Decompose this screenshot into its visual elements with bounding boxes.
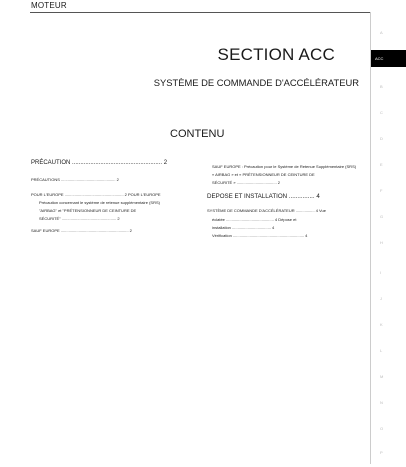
section-title: SECTION ACC: [217, 45, 335, 64]
side-index-letter-m[interactable]: M: [380, 374, 384, 379]
side-index-letter-h[interactable]: H: [380, 240, 383, 245]
side-index-letter-l[interactable]: L: [380, 348, 383, 353]
toc-entry-pour-leurope[interactable]: POUR L'EUROPE ..................................................... 2 POUR L'EUROPE: [31, 192, 161, 197]
side-index-letter-k[interactable]: K: [380, 322, 383, 327]
contents-heading: CONTENU: [170, 128, 225, 140]
toc-entry-sauf-europe-securite[interactable]: SÉCURITÉ » .................................... 2: [212, 180, 281, 185]
toc-entry-srs-airbag[interactable]: "AIRBAG" et "PRÉTENSIONNEUR DE CEINTURE DE: [39, 208, 137, 213]
toc-entry-sauf-europe-airbag[interactable]: « AIRBAG » et « PRÉTENSIONNEUR DE CEINTURE DE: [212, 172, 315, 177]
side-index-letter-f[interactable]: F: [380, 188, 383, 193]
toc-entry-verification[interactable]: Vérification ................................................................ 4: [212, 233, 308, 238]
toc-entry-srs-securite[interactable]: SÉCURITÉ" ................................................. 2: [39, 216, 120, 221]
side-index-letter-j[interactable]: J: [380, 296, 382, 301]
toc-entry-precaution[interactable]: PRÉCAUTION ...................................................... 2: [31, 160, 168, 166]
toc-entry-sauf-europe[interactable]: SAUF EUROPE ............................................................. 2: [31, 228, 132, 233]
side-index-letter-p[interactable]: P: [380, 450, 383, 455]
toc-entry-installation[interactable]: installation ................................... 4: [212, 225, 275, 230]
toc-entry-systeme-commande[interactable]: SYSTÈME DE COMMANDE D'ACCÉLÉRATEUR ................. 4 Vue: [207, 208, 327, 213]
toc-entry-vue-eclatee[interactable]: éclatée ........................................... 4 Dépose et: [212, 217, 297, 222]
section-subtitle: SYSTÈME DE COMMANDE D'ACCÉLÉRATEUR: [153, 77, 359, 88]
side-index-letter-e[interactable]: E: [380, 162, 383, 167]
side-index-tab-acc[interactable]: ACC: [371, 50, 406, 67]
side-index-letter-d[interactable]: D: [380, 136, 383, 141]
side-index-letter-b[interactable]: B: [380, 84, 383, 89]
side-index-letter-g[interactable]: G: [380, 214, 384, 219]
toc-entry-srs-precaution[interactable]: Précaution concernant le système de retenue supplémentaire (SRS): [39, 200, 160, 205]
side-index-letter-i[interactable]: I: [380, 270, 382, 275]
side-index-letter-a[interactable]: A: [380, 30, 383, 35]
side-index-rule: [370, 12, 371, 464]
toc-entry-depose-installation[interactable]: DEPOSE ET INSTALLATION ............... 4: [207, 193, 320, 200]
side-index-letter-c[interactable]: C: [380, 110, 383, 115]
toc-entry-sauf-europe-srs[interactable]: SAUF EUROPE : Précaution pour le Système de Retenue Supplémentaire (SRS): [212, 164, 357, 169]
side-index-letter-n[interactable]: N: [380, 400, 383, 405]
side-index-letter-o[interactable]: O: [380, 426, 384, 431]
section-header-label: MOTEUR: [31, 1, 67, 10]
toc-entry-precautions[interactable]: PRÉCAUTIONS ................................................. 2: [31, 177, 119, 182]
header-rule: [30, 12, 370, 13]
